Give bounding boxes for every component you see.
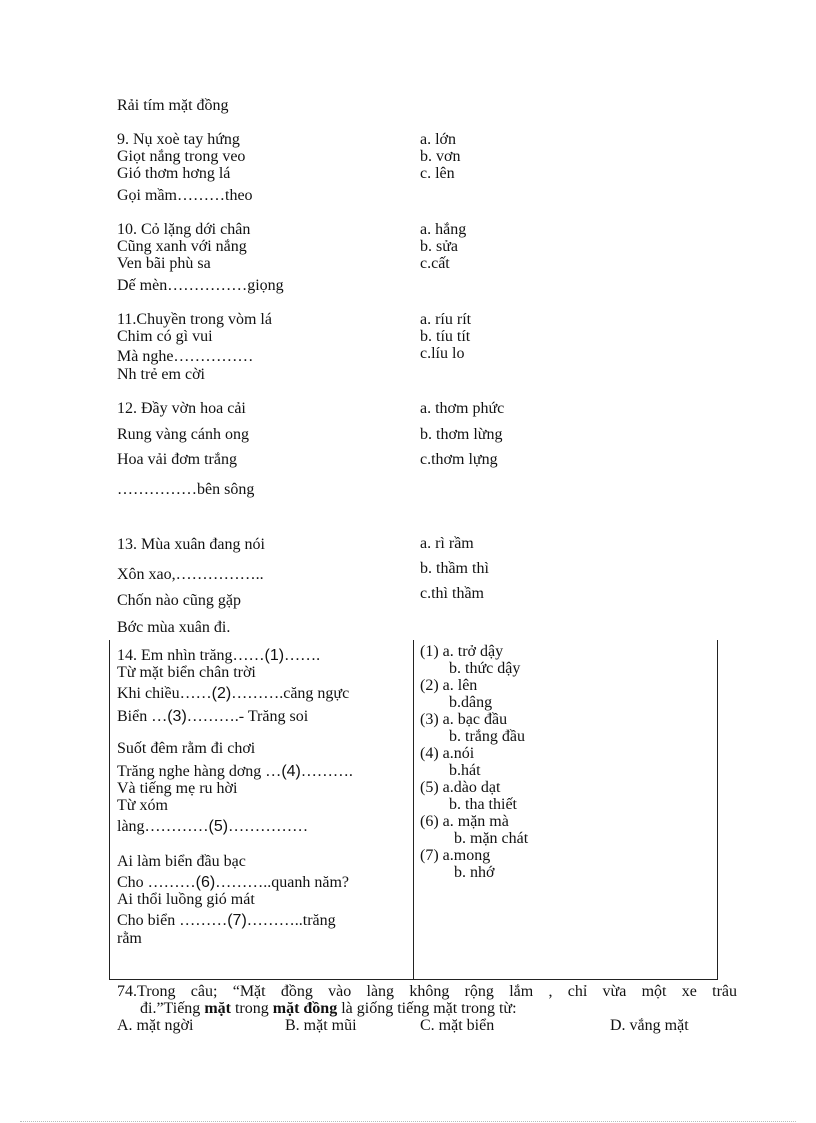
q14-line-12: Ai thổi luồng gió mát [117, 891, 255, 908]
q10-option-b: b. sửa [420, 238, 458, 255]
q14-column-divider [413, 640, 414, 979]
q14-option-3b: b. trắng đầu [449, 728, 525, 745]
q12-line-1: 12. Đầy vờn hoa cải [117, 400, 246, 417]
blank-number: (7) [227, 912, 247, 929]
q9-line-4: Gọi mầm………theo [117, 187, 253, 204]
q10-line-4: Dế mèn……………giọng [117, 277, 284, 294]
q12-option-b: b. thơm lừng [420, 426, 503, 443]
q11-line-2: Chim có gì vui [117, 328, 213, 345]
text: …………… [228, 818, 309, 835]
q74-line-2 [140, 1000, 517, 1018]
text: 14. Em nhìn trăng…… [117, 647, 265, 664]
q10-option-c: c.cất [420, 255, 450, 272]
q13-line-2: Xôn xao,…………….. [117, 566, 264, 583]
text: Cho ……… [117, 874, 196, 891]
q11-option-a: a. ríu rít [420, 311, 472, 328]
q14-line-7: Và tiếng mẹ ru hời [117, 780, 238, 797]
q14-line-5: Suốt đêm rằm đi chơi [117, 740, 256, 757]
q14-line-14: rằm [117, 930, 142, 947]
q10-line-2: Cũng xanh với nắng [117, 238, 247, 255]
bold-word: mặt đồng [272, 1000, 338, 1017]
q14-option-7b: b. nhớ [454, 864, 495, 881]
q14-option-6a: (6) a. mặn mà [420, 813, 509, 830]
q13-option-a: a. rì rầm [420, 535, 474, 552]
text: Trăng nghe hàng dơng … [117, 763, 282, 780]
q14-line-10: Ai làm biển đầu bạc [117, 853, 246, 870]
page-bottom-border [20, 1121, 796, 1122]
bold-word: mặt [204, 1000, 231, 1017]
q9-line-3: Gió thơm hơng lá [117, 165, 231, 182]
q10-option-a: a. hắng [420, 221, 467, 238]
blank-number: (4) [281, 763, 301, 780]
q12-option-c: c.thơm lựng [420, 451, 498, 468]
q74-choice-d: D. vắng mặt [610, 1017, 689, 1034]
q9-option-b: b. vơn [420, 148, 461, 165]
text: ………. [300, 763, 353, 780]
q14-line-8: Từ xóm [117, 797, 168, 814]
blank-number: (6) [195, 874, 216, 891]
q11-line-4: Nh trẻ em cời [117, 366, 205, 383]
q74-choice-c: C. mặt biển [420, 1017, 495, 1034]
q14-option-1a: (1) a. trở dậy [420, 643, 504, 660]
q14-option-7a: (7) a.mong [420, 847, 491, 864]
q9-option-a: a. lớn [420, 131, 457, 148]
text: trong [230, 1000, 273, 1017]
q14-option-2a: (2) a. lên [420, 677, 478, 694]
blank-number: (1) [264, 647, 285, 664]
q14-option-4b: b.hát [449, 762, 481, 779]
blank-number: (5) [208, 818, 229, 835]
text: Khi chiều…… [117, 685, 212, 702]
q12-line-3: Hoa vải đơm trắng [117, 451, 237, 468]
q10-line-3: Ven bãi phù sa [117, 255, 211, 272]
text: ………..trăng [246, 912, 336, 929]
text: ……….- Trăng soi [186, 708, 309, 725]
q74-line-1: 74.Trong câu; “Mặt đồng vào làng không rộng lắm , chỉ vừa một xe trâu [117, 983, 737, 1000]
poem-line: Rải tím mặt đồng [117, 97, 229, 114]
q11-line-3: Mà nghe…………… [117, 348, 254, 365]
text: ………..quanh năm? [215, 874, 349, 891]
q14-line-11 [117, 874, 349, 892]
q14-line-2: Từ mặt biển chân trời [117, 664, 256, 681]
q12-line-2: Rung vàng cánh ong [117, 426, 249, 443]
q14-option-5a: (5) a.dào dạt [420, 779, 501, 796]
q11-line-1: 11.Chuyền trong vòm lá [117, 311, 272, 328]
q14-option-5b: b. tha thiết [449, 796, 517, 813]
q13-option-b: b. thầm thì [420, 560, 489, 577]
text: ……. [284, 647, 321, 664]
q14-line-4 [117, 708, 308, 726]
q13-line-1: 13. Mùa xuân đang nói [117, 536, 265, 553]
q14-option-1b: b. thức dậy [449, 660, 521, 677]
q12-line-4: ……………bên sông [117, 481, 255, 498]
q10-line-1: 10. Cỏ lặng dới chân [117, 221, 251, 238]
q9-line-2: Giọt nắng trong veo [117, 148, 246, 165]
q13-option-c: c.thì thầm [420, 585, 484, 602]
q74-choice-a: A. mặt ngời [117, 1017, 194, 1034]
text: đi.”Tiếng [140, 1000, 205, 1017]
text: Cho biển ……… [117, 912, 228, 929]
q14-option-6b: b. mặn chát [454, 830, 529, 847]
q14-option-2b: b.dâng [449, 694, 493, 711]
q14-option-4a: (4) a.nói [420, 745, 475, 762]
q14-line-9 [117, 818, 308, 836]
text: làng………… [117, 818, 209, 835]
q13-line-3: Chốn nào cũng gặp [117, 592, 241, 609]
text: là giống tiếng mặt trong từ: [337, 1000, 517, 1017]
blank-number: (2) [211, 685, 232, 702]
q14-line-1 [117, 647, 320, 665]
q9-option-c: c. lên [420, 165, 455, 182]
q74-choice-b: B. mặt mũi [285, 1017, 357, 1034]
q13-line-4: Bớc mùa xuân đi. [117, 619, 231, 636]
q14-line-6 [117, 763, 353, 781]
q14-line-13 [117, 912, 336, 930]
q12-option-a: a. thơm phức [420, 400, 505, 417]
q9-line-1: 9. Nụ xoè tay hứng [117, 131, 240, 148]
q11-option-b: b. tíu tít [420, 328, 471, 345]
blank-number: (3) [167, 708, 187, 725]
q14-option-3a: (3) a. bạc đầu [420, 711, 508, 728]
text: ……….căng ngực [231, 685, 350, 702]
q14-line-3 [117, 685, 349, 703]
q11-option-c: c.líu lo [420, 345, 465, 362]
text: Biển … [117, 708, 168, 725]
